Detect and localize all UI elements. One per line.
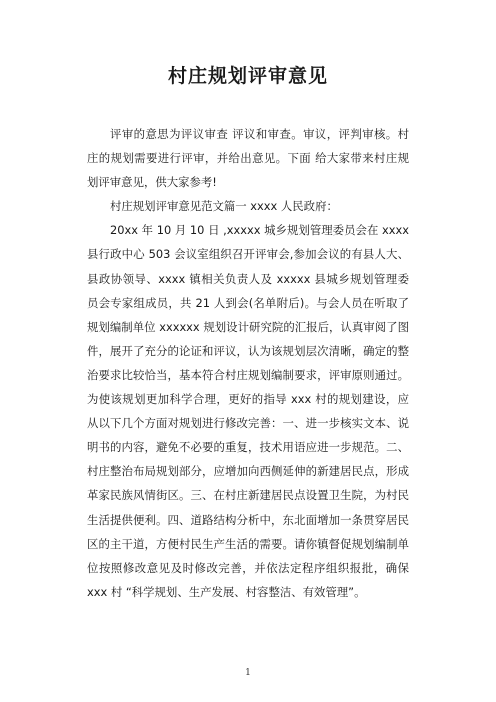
- page-number: 1: [245, 668, 251, 678]
- document-title: 村庄规划评审意见: [167, 65, 328, 87]
- intro-paragraph: 评审的意思为评议审查 评议和审查。审议，评判审核。村庄的规划需要进行评审，并给出意见。下面 给大家带来村庄规划评审意见，供大家参考!: [87, 127, 409, 190]
- section-heading-paragraph: 村庄规划评审意见范文篇一 xxxx 人民政府：: [110, 199, 338, 214]
- main-paragraph: 20xx 年 10 月 10 日 ,xxxxx 城乡规划管理委员会在 xxxx 县行政中心 503 会议室组织召开评审会,参加会议的有县人大、县政协领导、xxxx 镇相关负责人及 xxxxx 县城乡规划管理委员会专家组成员，共 21 人到会(名单附后)。与会人员在听取了规划编制单位 xxxxxx 规划设计研究院的汇报后，认真审阅了图件，展开了充分的论证和评议，认为该规划层次清晰，确定的整治要求比较恰当，基本符合村庄规划编制要求，评审原则通过。 为使该规划更加科学合理，更好的指导 xxx 村的规划建设，应从以下几个方面对规划进行修改完善：一、进一步核实文本、说明书的内容，避免不必要的重复，技术用语应进一步规范。二、村庄整治布局规划部分，应增加向西侧延伸的新建居民点，形成革家民族风情街区。三、在村庄新建居民点设置卫生院，为村民生活提供便利。四、道路结构分析中，东北面增加一条贯穿居民区的主干道，方便村民生产生活的需要。请你镇督促规划编制单位按照修改意见及时修改完善，并依法定程序组织报批，确保 xxx 村 “科学规划、生产发展、村容整洁、有效管理”。: [87, 223, 409, 599]
- document-body: [87, 122, 409, 604]
